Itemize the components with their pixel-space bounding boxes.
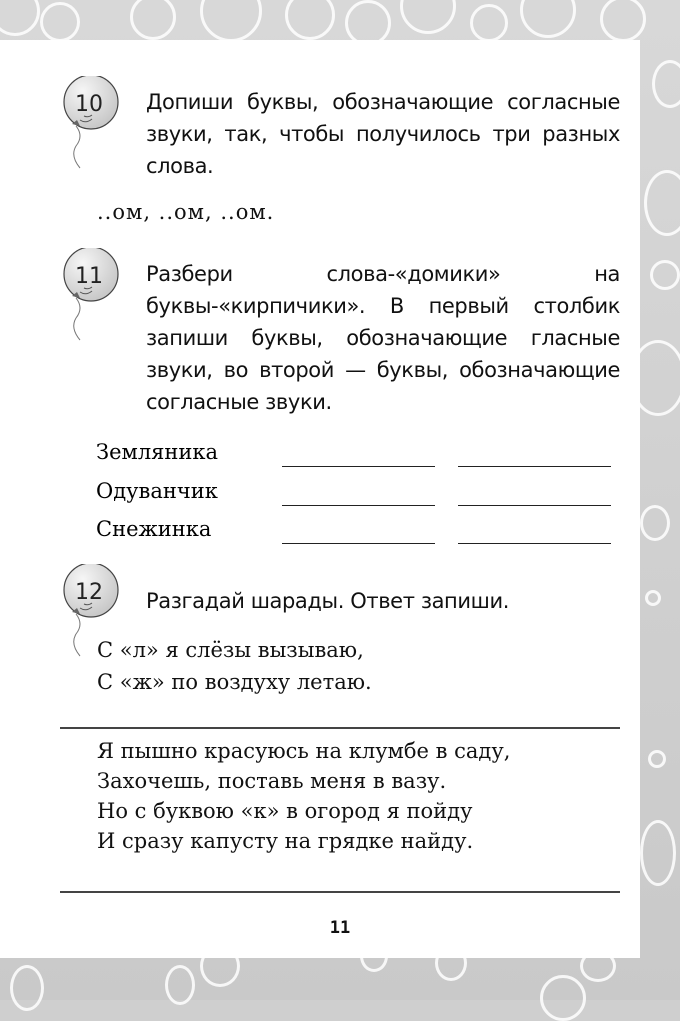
- word-row: [96, 479, 626, 517]
- task-11-instruction: Разбери слова-«домики» на буквы-«кирпичики». В первый столбик запиши буквы, обозначающие гласные звуки, во второй — буквы, обозначающие согласные звуки.: [146, 262, 620, 414]
- task-number: 10: [75, 92, 103, 117]
- answer-line[interactable]: [60, 727, 620, 729]
- task-11-badge: [60, 248, 122, 343]
- task-10-exercise: ..ом, ..ом, ..ом.: [97, 200, 275, 224]
- poem-line: И сразу капусту на грядке найду.: [97, 829, 474, 853]
- consonants-answer-line[interactable]: [458, 505, 611, 506]
- poem: [97, 736, 510, 856]
- answer-line[interactable]: [60, 891, 620, 893]
- task-number: 11: [75, 264, 103, 289]
- vowels-answer-line[interactable]: [282, 466, 435, 467]
- word-row: [96, 517, 626, 555]
- riddle-line: С «л» я слёзы вызываю,: [97, 638, 364, 662]
- word: Одуванчик: [96, 479, 218, 503]
- task-10-instruction: Допиши буквы, обозначающие согласные звуки, так, чтобы получилось три разных слова.: [146, 90, 620, 178]
- consonants-answer-line[interactable]: [458, 466, 611, 467]
- poem-line: Но с буквою «к» в огород я пойду: [97, 799, 473, 823]
- vowels-answer-line[interactable]: [282, 543, 435, 544]
- task-number: 12: [75, 580, 103, 605]
- task-10-badge: [60, 76, 122, 171]
- task-12-instruction: Разгадай шарады. Ответ запиши.: [146, 589, 509, 613]
- riddle-line: С «ж» по воздуху летаю.: [97, 670, 372, 694]
- consonants-answer-line[interactable]: [458, 543, 611, 544]
- poem-line: Захочешь, поставь меня в вазу.: [97, 769, 447, 793]
- word: Снежинка: [96, 517, 212, 541]
- vowels-answer-line[interactable]: [282, 505, 435, 506]
- word-row: [96, 440, 626, 478]
- page-number: 11: [329, 918, 351, 938]
- word: Земляника: [96, 440, 219, 464]
- poem-line: Я пышно красуюсь на клумбе в саду,: [97, 739, 511, 763]
